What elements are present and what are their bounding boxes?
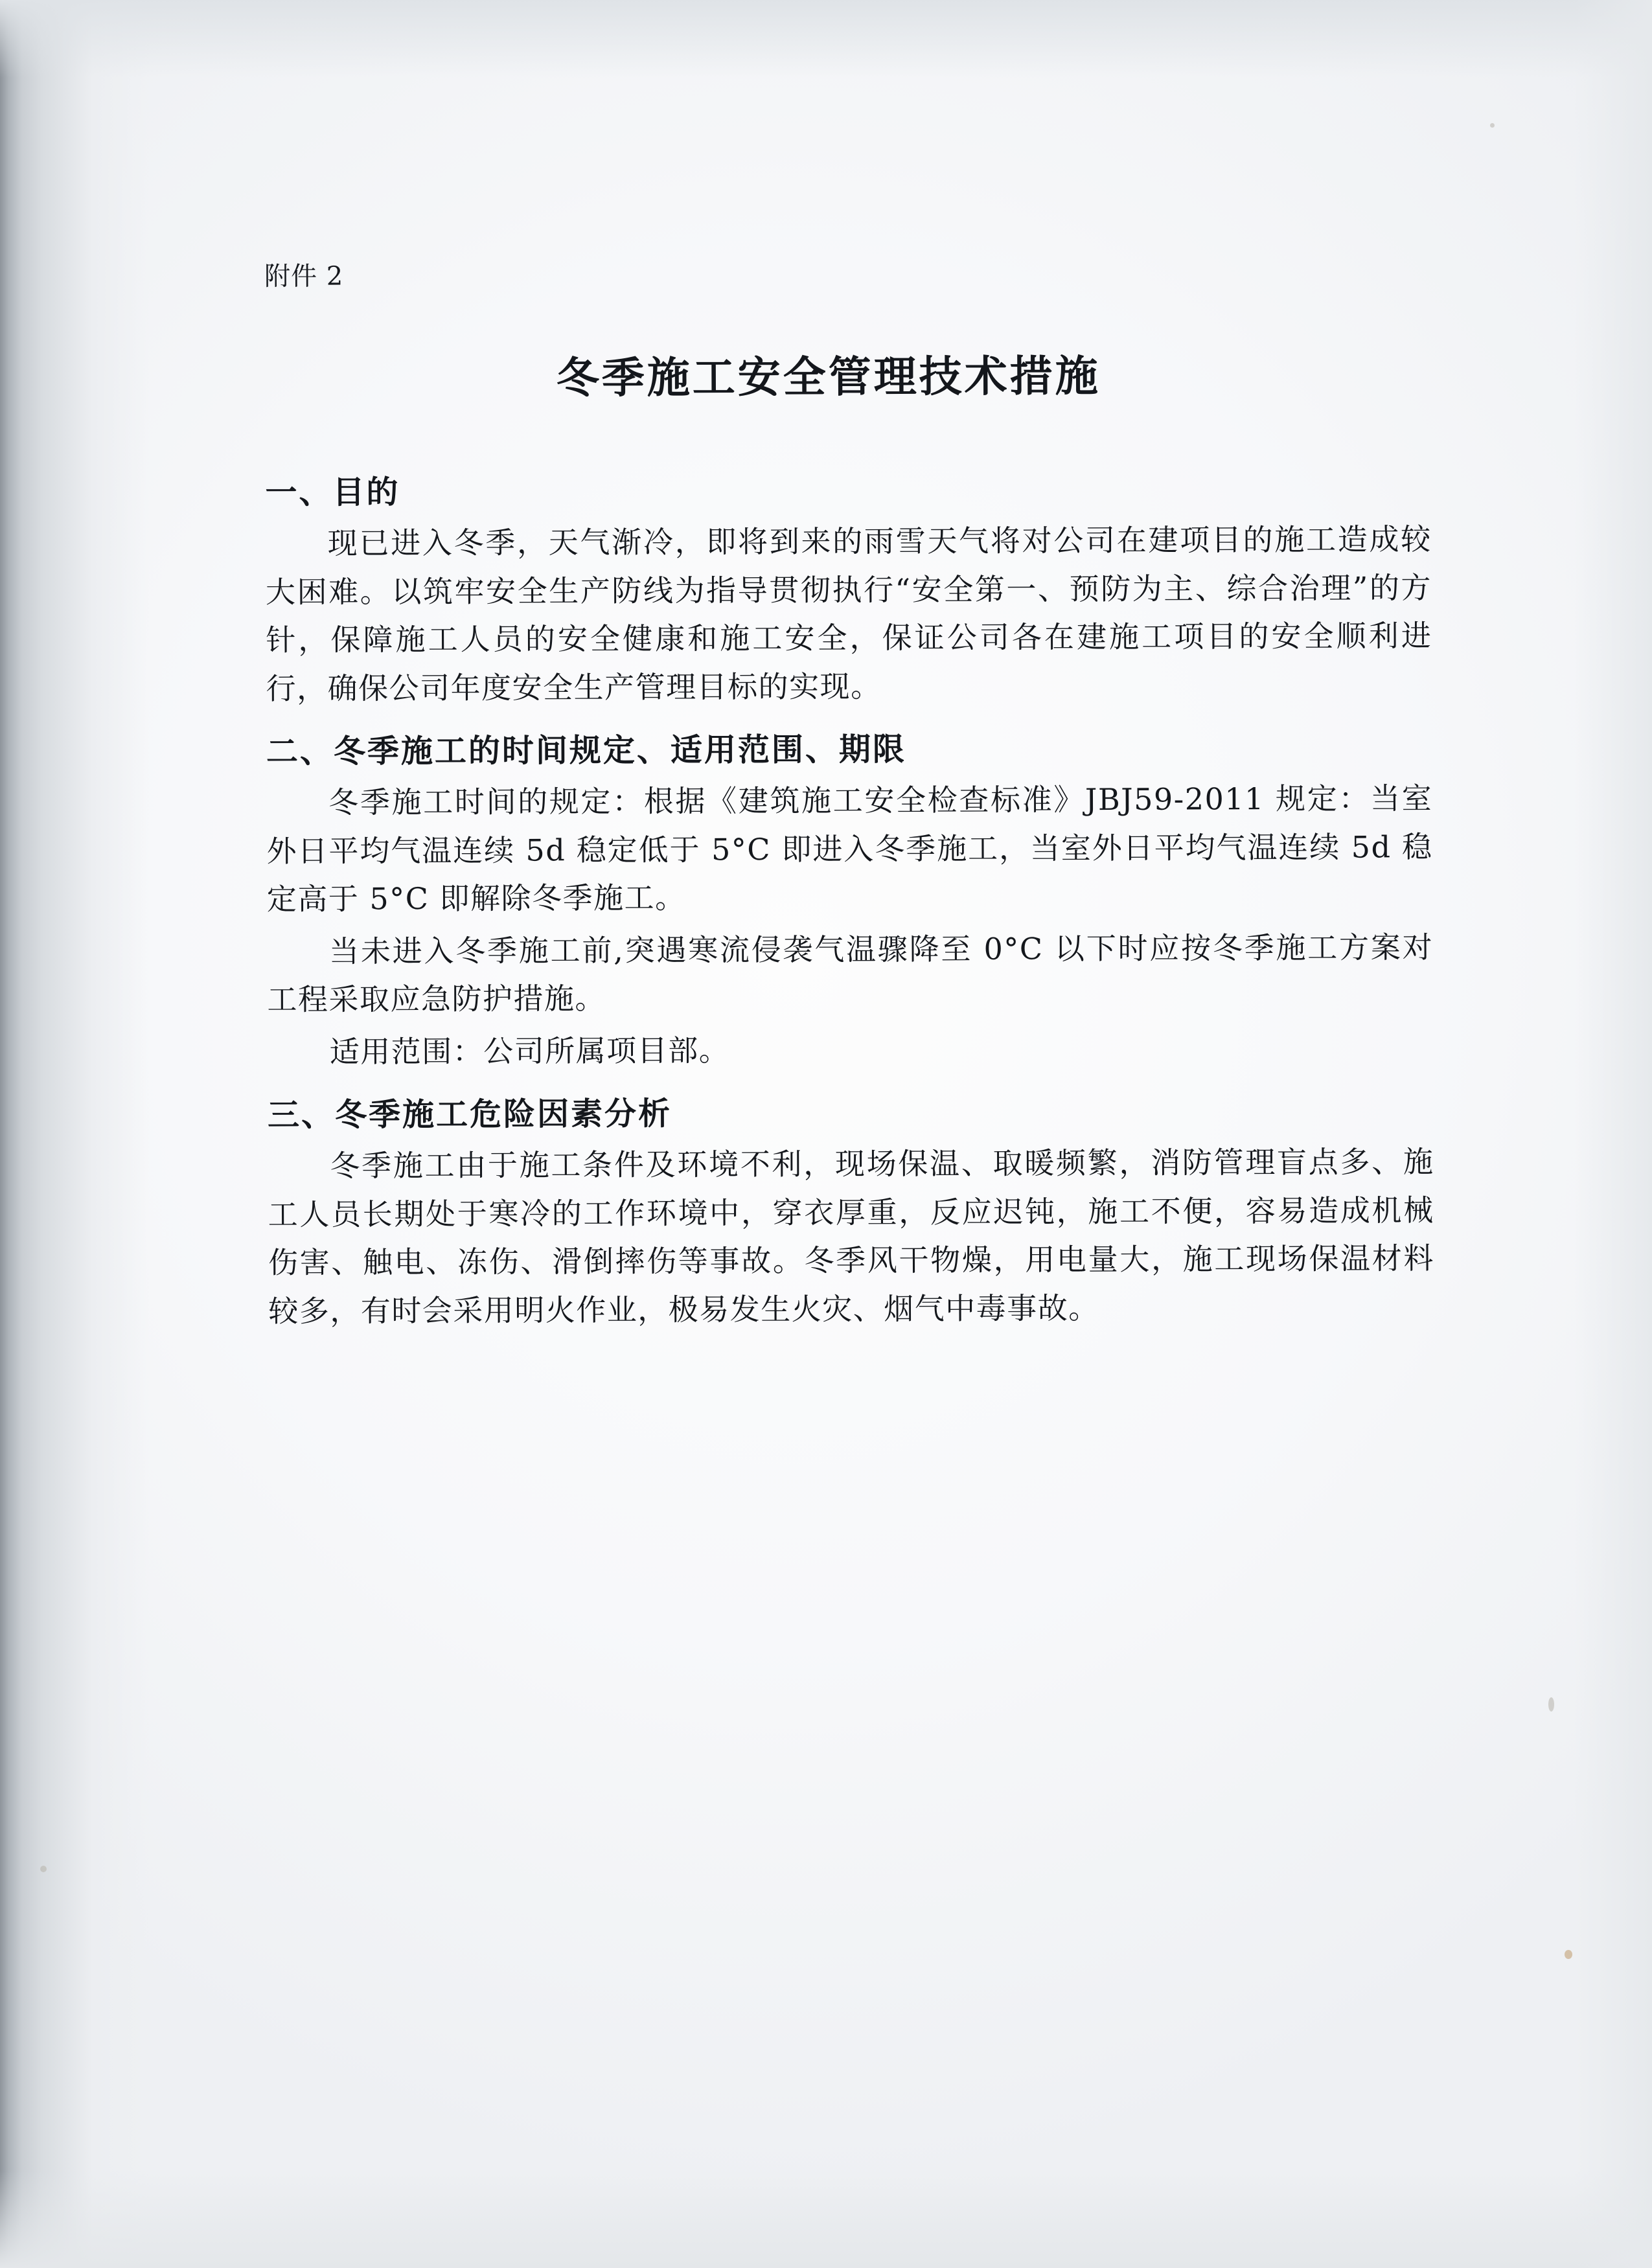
paper-speck [1490, 123, 1495, 128]
section-heading-time-scope: 二、冬季施工的时间规定、适用范围、期限 [266, 730, 907, 771]
document-body [264, 251, 1434, 1339]
paper-speck [40, 1866, 47, 1872]
attachment-label: 附件 2 [264, 261, 344, 292]
page-title: 冬季施工安全管理技术措施 [556, 350, 1101, 404]
section-paragraph: 当未进入冬季施工前,突遇寒流侵袭气温骤降至 0°C 以下时应按冬季施工方案对工程采取应急防护措施。 [267, 929, 1434, 1018]
paper-speck [1565, 1950, 1572, 1959]
section-paragraph: 冬季施工由于施工条件及环境不利，现场保温、取暖频繁，消防管理盲点多、施工人员长期处于寒冷的工作环境中，穿衣厚重，反应迟钝，施工不便，容易造成机械伤害、触电、冻伤、滑倒摔伤等事故。冬季风干物燥，用电量大，施工现场保温材料较多，有时会采用明火作业，极易发生火灾、烟气中毒事故。 [268, 1144, 1435, 1329]
section-paragraph: 现已进入冬季，天气渐冷，即将到来的雨雪天气将对公司在建项目的施工造成较大困难。以筑牢安全生产防线为指导贯彻执行“安全第一、预防为主、综合治理”的方针，保障施工人员的安全健康和施工安全，保证公司各在建施工项目的安全顺利进行，确保公司年度安全生产管理目标的实现。 [265, 521, 1432, 706]
section-paragraph: 适用范围：公司所属项目部。 [329, 1032, 730, 1070]
page-left-shadow [0, 0, 149, 2268]
section-heading-purpose: 一、目的 [265, 473, 400, 511]
section-heading-risk-analysis: 三、冬季施工危险因素分析 [267, 1094, 672, 1134]
paper-speck [1548, 1697, 1554, 1712]
page-right-shadow [1574, 0, 1652, 2268]
page-top-shadow [0, 0, 1652, 78]
page-left-edge [0, 0, 22, 2268]
page-bottom-shadow [0, 2171, 1652, 2268]
section-paragraph: 冬季施工时间的规定：根据《建筑施工安全检查标准》JBJ59-2011 规定：当室外日平均气温连续 5d 稳定低于 5°C 即进入冬季施工，当室外日平均气温连续 5d 稳定高于 5°C 即解除冬季施工。 [266, 781, 1433, 917]
